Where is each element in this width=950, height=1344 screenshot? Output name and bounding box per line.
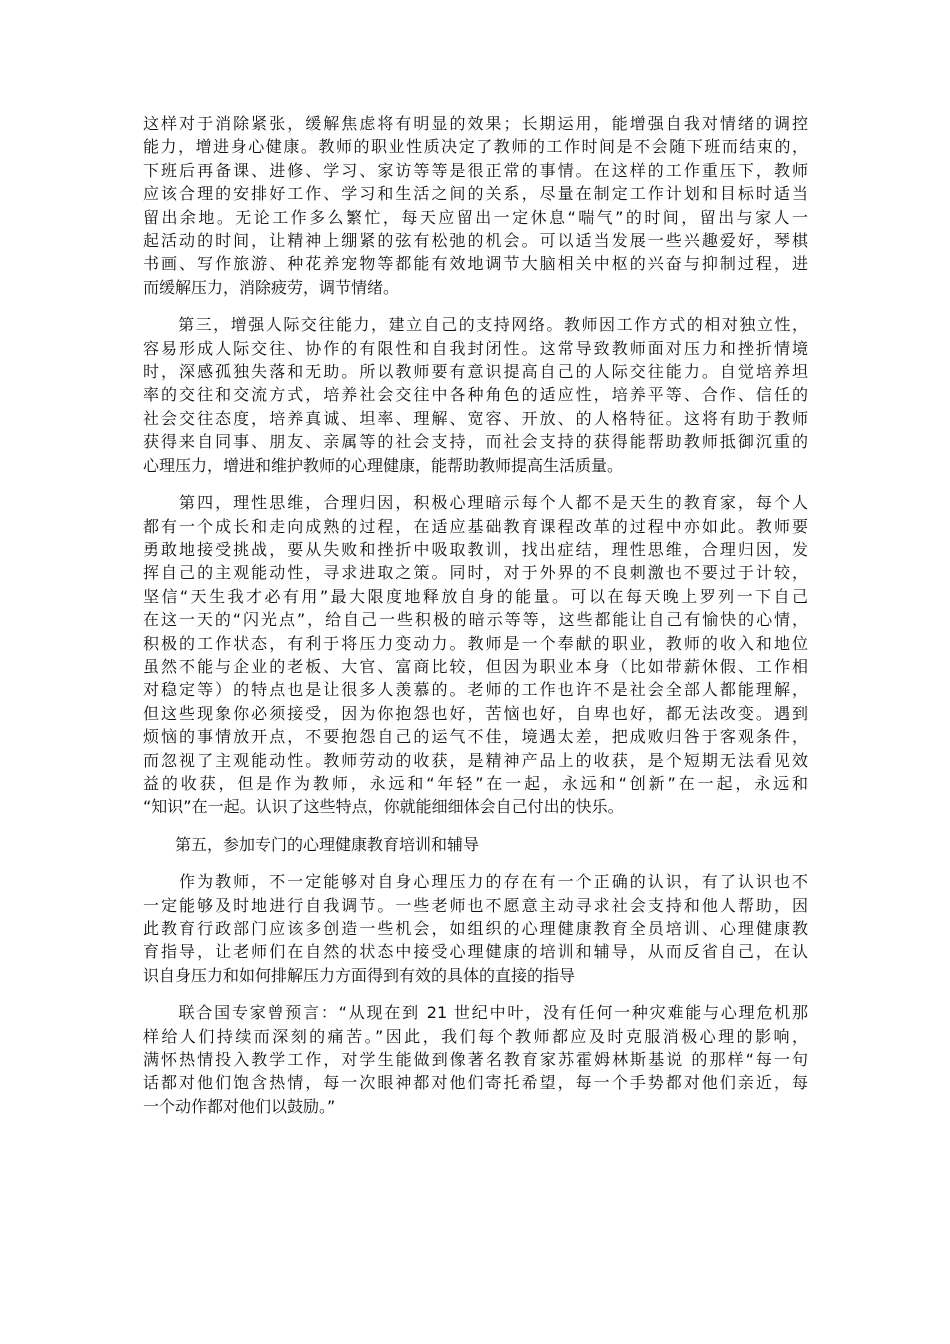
text-line: 应该合理的安排好工作、学习和生活之间的关系，尽量在制定工作计划和目标时适当 <box>143 184 808 204</box>
document-body <box>143 112 808 1134</box>
text-line: 起活动的时间，让精神上绷紧的弦有松弛的机会。可以适当发展一些兴趣爱好，琴棋 <box>143 231 808 251</box>
text-line: 下班后再备课、进修、学习、家访等等是很正常的事情。在这样的工作重压下，教师 <box>143 160 808 180</box>
text-line: 识自身压力和如何排解压力方面得到有效的具体的直接的指导 <box>143 965 576 985</box>
text-line: 满怀热情投入教学工作，对学生能做到像著名教育家苏霍姆林斯基说 的那样“每一句 <box>143 1050 808 1070</box>
paragraph-third <box>143 313 808 477</box>
text-line: 勇敢地接受挑战，要从失败和挫折中吸取教训，找出症结，理性思维，合理归因，发 <box>143 539 808 559</box>
text-line: 虽然不能与企业的老板、大官、富商比较，但因为职业本身（比如带薪休假、工作相 <box>143 656 808 676</box>
text-line: 时，深感孤独失落和无助。所以教师要有意识提高自己的人际交往能力。自觉培养坦 <box>143 362 808 382</box>
text-line: 样给人们持续而深刻的痛苦。”因此，我们每个教师都应及时克服消极心理的影响， <box>143 1026 808 1046</box>
text-line: “知识”在一起。认识了这些特点，你就能细细体会自己付出的快乐。 <box>143 797 624 817</box>
text-line: 作为教师，不一定能够对自身心理压力的存在有一个正确的认识，有了认识也不 <box>143 872 808 892</box>
paragraph-fifth-heading <box>143 833 808 856</box>
text-line: 能力，增进身心健康。教师的职业性质决定了教师的工作时间是不会随下班而结束的， <box>143 137 808 157</box>
text-line: 而缓解压力，消除疲劳，调节情绪。 <box>143 277 400 297</box>
text-line: 话都对他们饱含热情，每一次眼神都对他们寄托希望，每一个手势都对他们亲近，每 <box>143 1073 808 1093</box>
text-line: 坚信“天生我才必有用”最大限度地释放自身的能量。可以在每天晚上罗列一下自己 <box>143 586 808 606</box>
text-line: 烦恼的事情放开点，不要抱怨自己的运气不佳，境遇太差，把成败归咎于客观条件， <box>143 727 808 747</box>
text-line: 第五，参加专门的心理健康教育培训和辅导 <box>143 834 480 854</box>
text-line: 一定能够及时地进行自我调节。一些老师也不愿意主动寻求社会支持和他人帮助，因 <box>143 895 808 915</box>
text-line: 挥自己的主观能动性，寻求进取之策。同时，对于外界的不良刺激也不要过于计较， <box>143 563 808 583</box>
text-line: 而忽视了主观能动性。教师劳动的收获，是精神产品上的收获，是个短期无法看见效 <box>143 750 808 770</box>
text-line: 第四，理性思维，合理归因，积极心理暗示每个人都不是天生的教育家，每个人 <box>143 493 808 513</box>
text-line: 留出余地。无论工作多么繁忙，每天应留出一定休息“喘气”的时间，留出与家人一 <box>143 207 808 227</box>
text-line: 一个动作都对他们以鼓励。” <box>143 1096 336 1116</box>
text-line: 这样对于消除紧张，缓解焦虑将有明显的效果；长期运用，能增强自我对情绪的调控 <box>143 114 808 133</box>
paragraph-training <box>143 870 808 987</box>
text-line: 在这一天的“闪光点”，给自己一些积极的暗示等等，这些都能让自己有愉快的心情， <box>143 610 808 630</box>
text-line: 获得来自同事、朋友、亲属等的社会支持，而社会支持的获得能帮助教师抵御沉重的 <box>143 432 808 452</box>
text-line: 容易形成人际交往、协作的有限性和自我封闭性。这常导致教师面对压力和挫折情境 <box>143 338 808 358</box>
text-line: 积极的工作状态，有利于将压力变动力。教师是一个奉献的职业，教师的收入和地位 <box>143 633 808 653</box>
text-line: 心理压力，增进和维护教师的心理健康，能帮助教师提高生活质量。 <box>143 455 624 475</box>
paragraph-relaxation <box>143 112 808 299</box>
text-line: 书画、写作旅游、种花养宠物等都能有效地调节大脑相关中枢的兴奋与抑制过程，进 <box>143 254 808 274</box>
text-line: 联合国专家曾预言：“从现在到 21 世纪中叶，没有任何一种灾难能与心理危机那 <box>143 1003 808 1023</box>
text-line: 益的收获，但是作为教师，永远和“年轻”在一起，永远和“创新”在一起，永远和 <box>143 773 808 793</box>
text-line: 但这些现象你必须接受，因为你抱怨也好，苦恼也好，自卑也好，都无法改变。遇到 <box>143 703 808 723</box>
text-line: 都有一个成长和走向成熟的过程，在适应基础教育课程改革的过程中亦如此。教师要 <box>143 516 808 536</box>
text-line: 第三，增强人际交往能力，建立自己的支持网络。教师因工作方式的相对独立性， <box>143 315 808 335</box>
text-line: 对稳定等）的特点也是让很多人羡慕的。老师的工作也许不是社会全部人都能理解， <box>143 680 808 700</box>
text-line: 率的交往和交流方式，培养社会交往中各种角色的适应性，培养平等、合作、信任的 <box>143 385 808 405</box>
text-line: 社会交往态度，培养真诚、坦率、理解、宽容、开放、的人格特征。这将有助于教师 <box>143 408 808 428</box>
text-line: 育指导，让老师们在自然的状态中接受心理健康的培训和辅导，从而反省自己，在认 <box>143 942 808 962</box>
text-line: 此教育行政部门应该多创造一些机会，如组织的心理健康教育全员培训、心理健康教 <box>143 919 808 938</box>
paragraph-fourth <box>143 491 808 819</box>
paragraph-un-expert-quote <box>143 1001 808 1118</box>
